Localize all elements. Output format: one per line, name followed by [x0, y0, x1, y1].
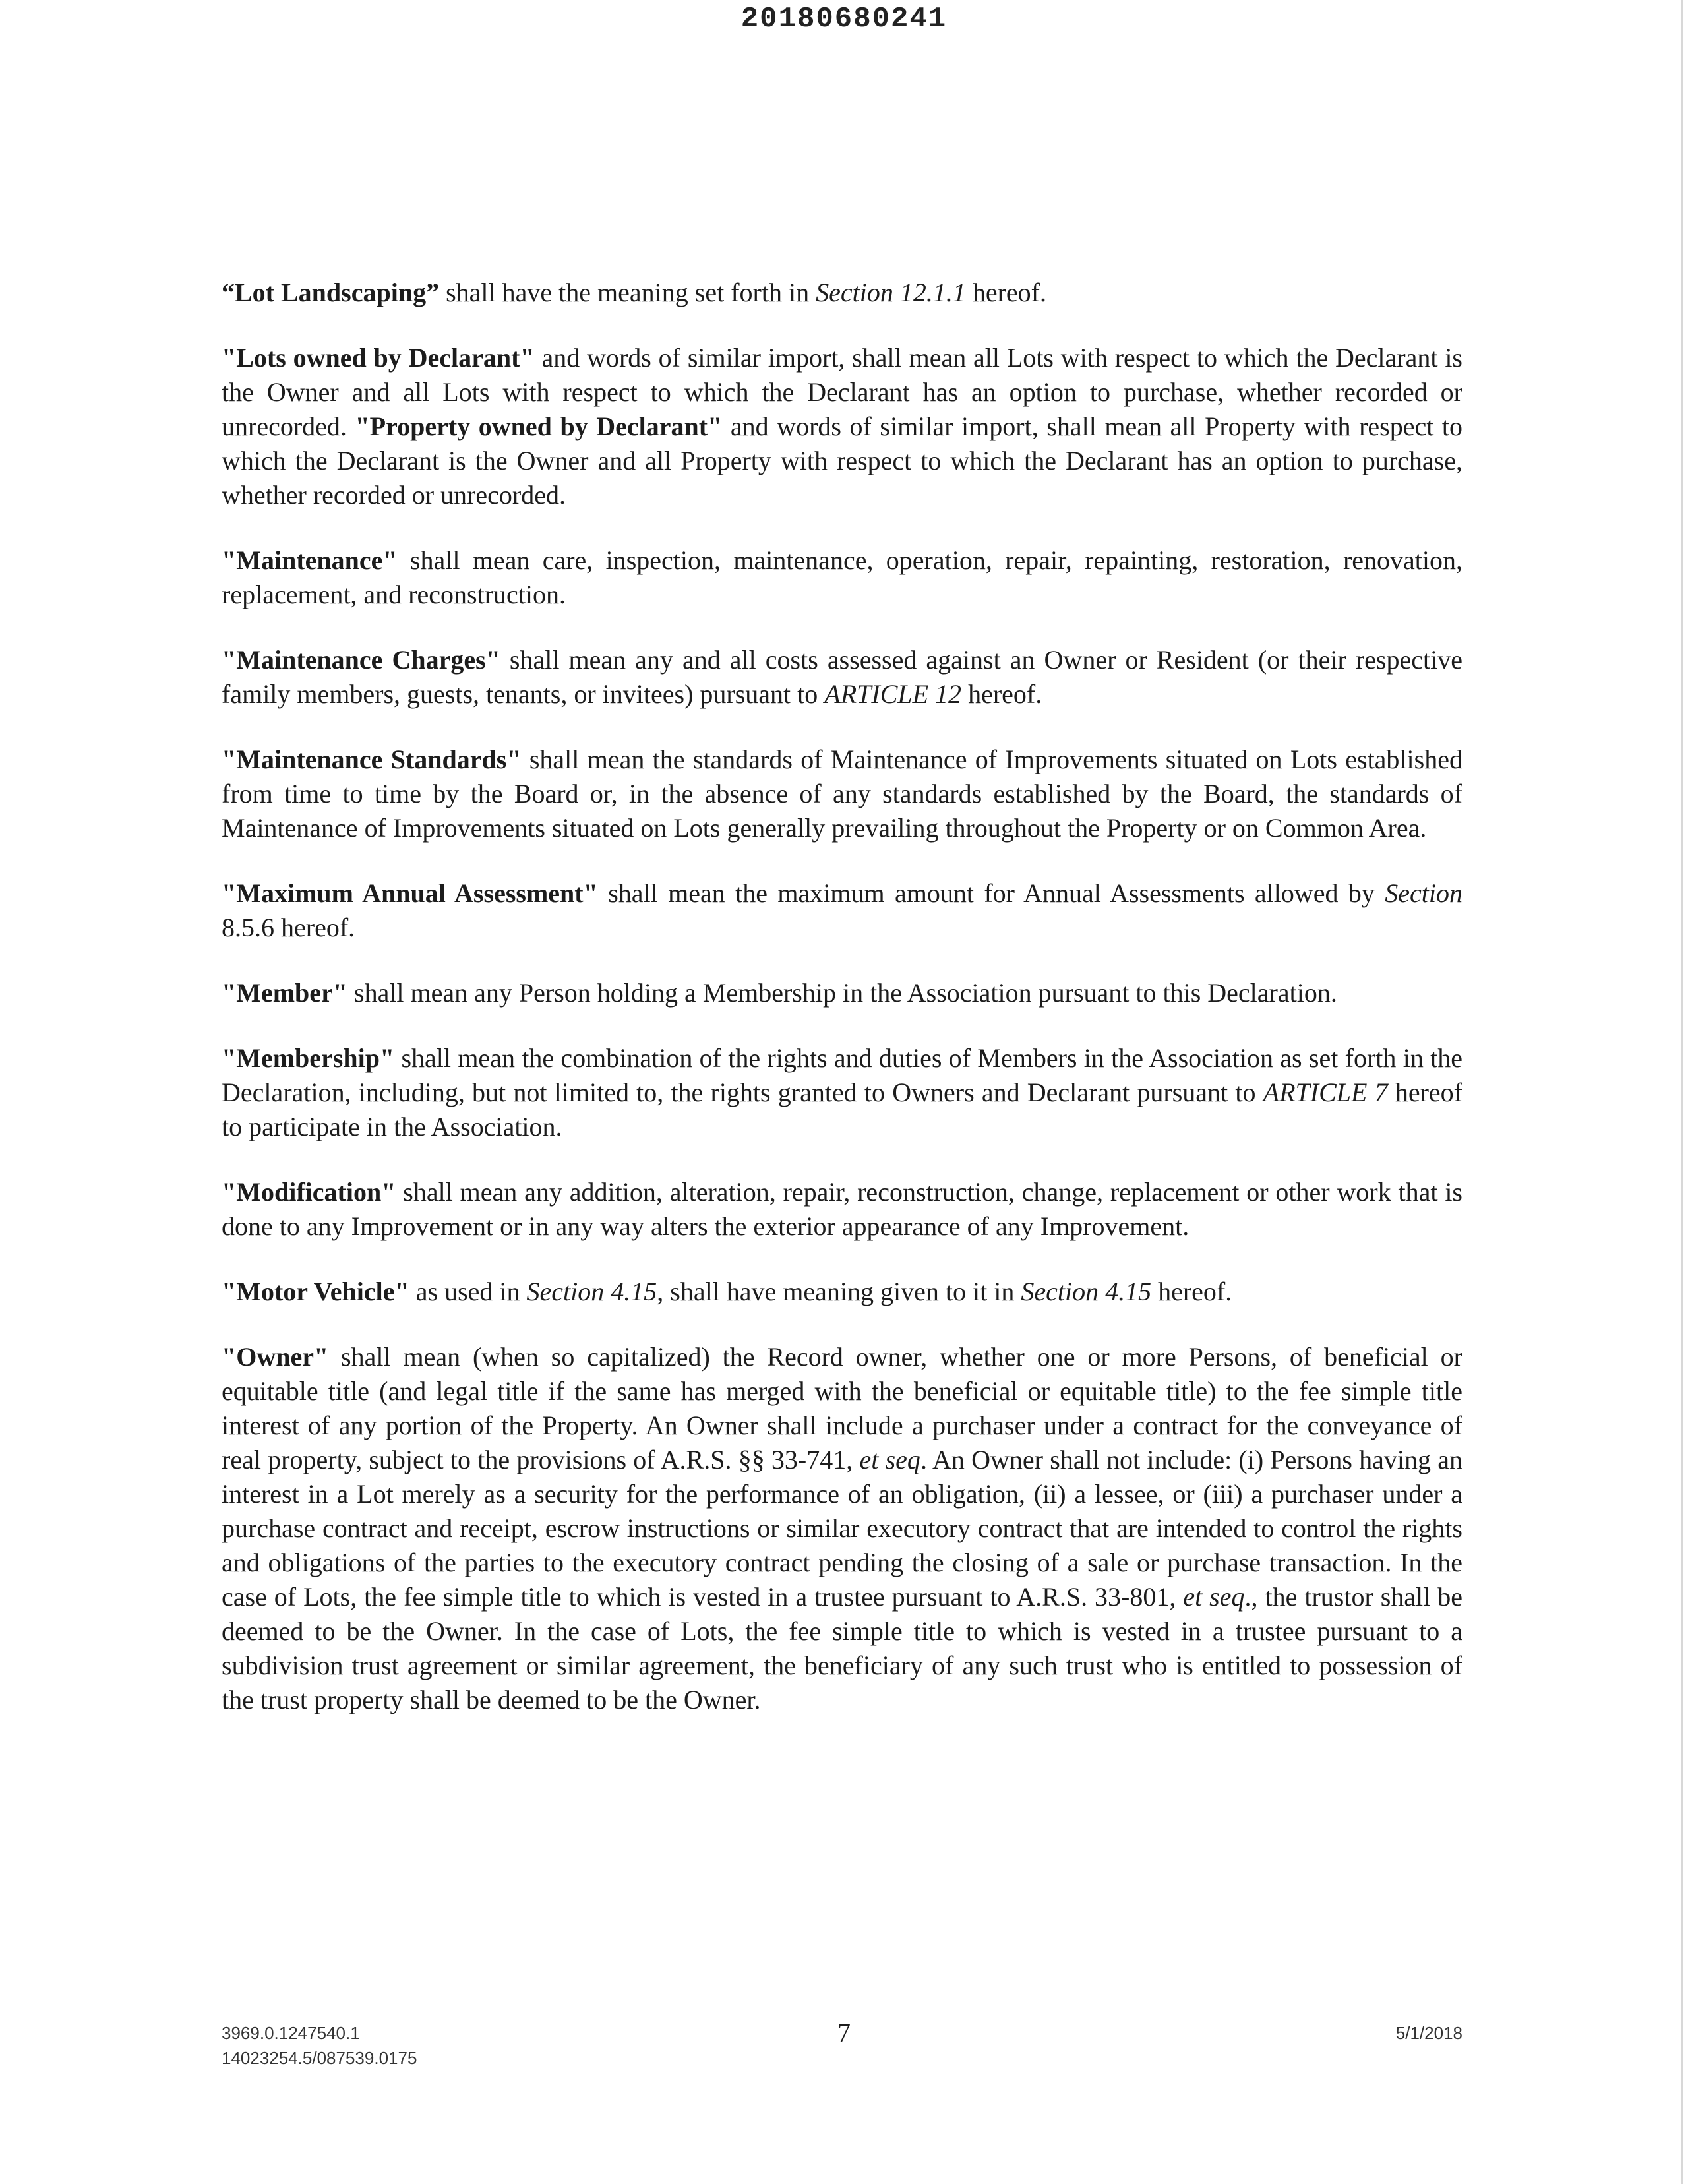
definition-text: 8.5.6 hereof. [222, 913, 355, 942]
definition-text: shall have the meaning set forth in [439, 278, 816, 307]
definition-lot-landscaping [222, 276, 1462, 310]
definition-membership [222, 1041, 1462, 1144]
definition-lots-owned-by-declarant [222, 341, 1462, 512]
definition-text: hereof. [961, 679, 1042, 709]
term-maximum-annual-assessment: "Maximum Annual Assessment" [222, 878, 598, 908]
footer-doc-id: 3969.0.1247540.1 [222, 2023, 360, 2043]
definition-text: shall mean any and all costs assessed against an Owner or Resident (or their respective family members, guests, tenants, or invitees) pursuant to [222, 645, 1462, 709]
term-member: "Member" [222, 978, 347, 1008]
footer-doc-id: 14023254.5/087539.0175 [222, 2048, 417, 2068]
definition-modification [222, 1175, 1462, 1244]
definition-text: hereof. [965, 278, 1046, 307]
definition-motor-vehicle [222, 1275, 1462, 1309]
definition-text: hereof. [1151, 1277, 1232, 1306]
latin-reference: et seq [1183, 1582, 1245, 1612]
definition-maintenance [222, 543, 1462, 612]
definition-maximum-annual-assessment [222, 876, 1462, 945]
scan-edge-line [1681, 0, 1683, 2184]
term-maintenance: "Maintenance" [222, 545, 398, 575]
definition-text: shall mean any addition, alteration, repair, reconstruction, change, replacement or other work that is done to any Improvement or in any way alters the exterior appearance of any Improvement. [222, 1177, 1462, 1241]
term-modification: "Modification" [222, 1177, 396, 1207]
definitions-body [222, 276, 1462, 1748]
definition-maintenance-standards [222, 743, 1462, 845]
definition-text: . An Owner shall not include: (i) Persons having an interest in a Lot merely as a security for the performance of an obligation, (ii) a lessee, or (iii) a purchaser under a purchase contract and receipt, escrow instructions or similar executory contract that are intended to control the rights and obligations of the parties to the executory contract pending the closing of a sale or purchase transaction. In the case of Lots, the fee simple title to which is vested in a trustee pursuant to A.R.S. 33-801, [222, 1445, 1462, 1612]
definition-text: as used in [409, 1277, 527, 1306]
latin-reference: et seq [859, 1445, 920, 1474]
recording-number: 20180680241 [740, 3, 948, 36]
definition-text: shall mean the standards of Maintenance of Improvements situated on Lots established from time to time by the Board or, in the absence of any standards established by the Board, the standards of Maintenance of Improvements situated on Lots generally prevailing throughout the Property or on Common Area. [222, 744, 1462, 843]
definition-text: shall mean (when so capitalized) the Record owner, whether one or more Persons, of beneficial or equitable title (and legal title if the same has merged with the beneficial or equitable title) to the fee simple title interest of any portion of the Property. An Owner shall include a purchaser under a contract for the conveyance of real property, subject to the provisions of A.R.S. §§ 33-741, [222, 1342, 1462, 1474]
definition-maintenance-charges [222, 643, 1462, 712]
term-maintenance-charges: "Maintenance Charges" [222, 645, 500, 675]
term-lot-landscaping: “Lot Landscaping” [222, 278, 440, 307]
section-reference: Section [1385, 878, 1463, 908]
term-membership: "Membership" [222, 1043, 395, 1073]
definition-owner [222, 1340, 1462, 1717]
definition-text: , shall have meaning given to it in [657, 1277, 1021, 1306]
term-motor-vehicle: "Motor Vehicle" [222, 1277, 409, 1306]
section-reference: Section 4.15 [526, 1277, 657, 1306]
footer-date: 5/1/2018 [1395, 2023, 1462, 2043]
section-reference: Section 4.15 [1021, 1277, 1152, 1306]
article-reference: ARTICLE 7 [1263, 1077, 1388, 1107]
definition-member [222, 976, 1462, 1010]
page-number: 7 [837, 2018, 851, 2048]
term-lots-owned-by-declarant: "Lots owned by Declarant" [222, 343, 535, 373]
section-reference: Section 12.1.1 [816, 278, 966, 307]
term-owner: "Owner" [222, 1342, 329, 1372]
definition-text: and words of similar import, shall mean all Property with respect to which the Declarant is the Owner and all Property with respect to which the Declarant has an option to purchase, whether recorded or unrecorded. [222, 411, 1462, 510]
footer-document-ids [222, 2020, 417, 2071]
term-property-owned-by-declarant: "Property owned by Declarant" [355, 411, 723, 441]
definition-text: shall mean any Person holding a Membership in the Association pursuant to this Declaration. [347, 978, 1337, 1008]
definition-text: shall mean care, inspection, maintenance, operation, repair, repainting, restoration, renovation, replacement, and reconstruction. [222, 545, 1462, 609]
definition-text: shall mean the combination of the rights and duties of Members in the Association as set forth in the Declaration, including, but not limited to, the rights granted to Owners and Declarant pursuant to [222, 1043, 1462, 1107]
definition-text: and words of similar import, shall mean all Lots with respect to which the Declarant is the Owner and all Lots with respect to which the Declarant has an option to purchase, whether recorded or unrecorded. [222, 343, 1462, 441]
definition-text: shall mean the maximum amount for Annual Assessments allowed by [597, 878, 1385, 908]
term-maintenance-standards: "Maintenance Standards" [222, 744, 522, 774]
article-reference: ARTICLE 12 [824, 679, 962, 709]
definition-text: hereof to participate in the Association. [222, 1077, 1462, 1141]
definition-text: ., the trustor shall be deemed to be the Owner. In the case of Lots, the fee simple title to which is vested in a trustee pursuant to a subdivision trust agreement or similar agreement, the beneficiary of any such trust who is entitled to possession of the trust property shall be deemed to be the Owner. [222, 1582, 1463, 1714]
